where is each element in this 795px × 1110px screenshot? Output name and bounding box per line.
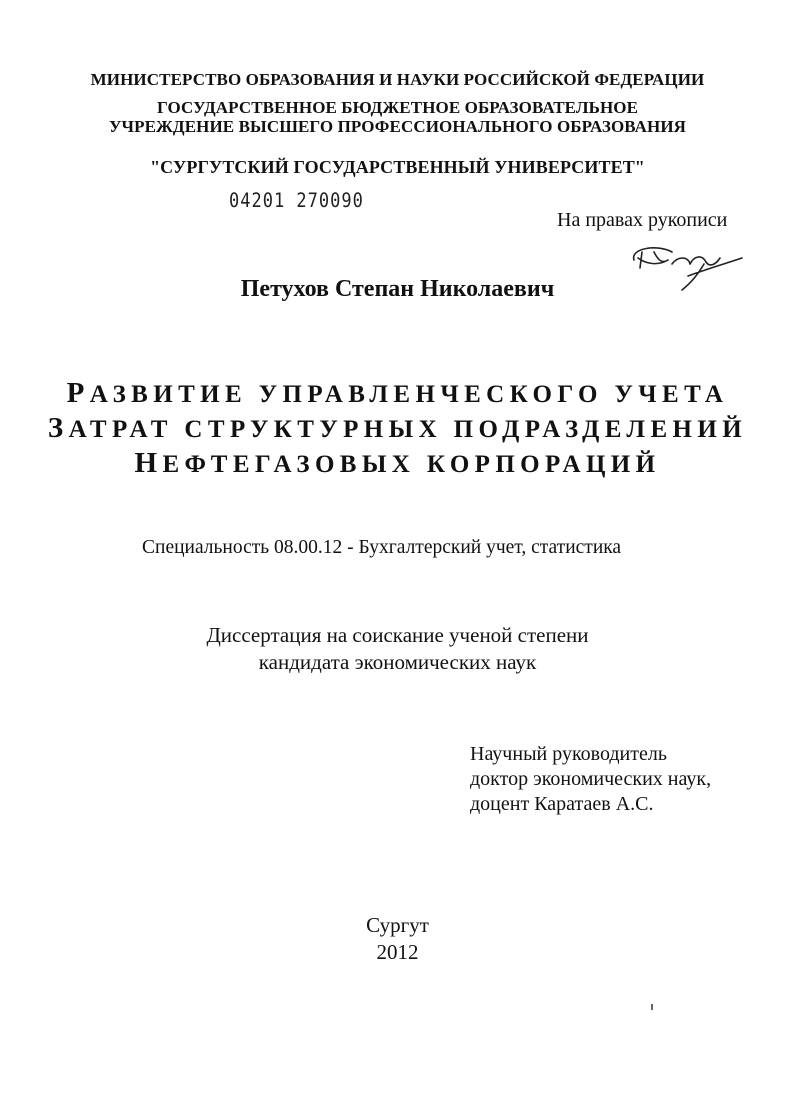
- footer: [0, 912, 795, 966]
- speciality: Специальность 08.00.12 - Бухгалтерский учет, статистика: [142, 537, 622, 558]
- scan-speck: [651, 1004, 653, 1010]
- year: 2012: [376, 940, 419, 964]
- institution-line-1: ГОСУДАРСТВЕННОЕ БЮДЖЕТНОЕ ОБРАЗОВАТЕЛЬНОЕ: [156, 98, 639, 117]
- dissertation-line-1: Диссертация на соискание ученой степени: [206, 623, 589, 647]
- dissertation-line-2: кандидата экономических наук: [258, 650, 537, 674]
- institution-line-2: УЧРЕЖДЕНИЕ ВЫСШЕГО ПРОФЕССИОНАЛЬНОГО ОБРАЗОВАНИЯ: [108, 117, 687, 136]
- ministry-heading: МИНИСТЕРСТВО ОБРАЗОВАНИЯ И НАУКИ РОССИЙСКОЙ ФЕДЕРАЦИИ: [90, 70, 705, 89]
- city: Сургут: [366, 913, 429, 937]
- university-name: "СУРГУТСКИЙ ГОСУДАРСТВЕННЫЙ УНИВЕРСИТЕТ": [150, 157, 645, 177]
- supervisor-block: [470, 742, 711, 817]
- library-stamp-number: 04201 270090: [229, 189, 364, 213]
- supervisor-line-2: доктор экономических наук,: [470, 768, 712, 790]
- title-line-2: ЗАТРАТ СТРУКТУРНЫХ ПОДРАЗДЕЛЕНИЙ: [47, 412, 748, 444]
- author-name: Петухов Степан Николаевич: [240, 276, 555, 302]
- title-line-1: РАЗВИТИЕ УПРАВЛЕНЧЕСКОГО УЧЕТА: [66, 377, 729, 409]
- manuscript-rights: На правах рукописи: [557, 209, 728, 231]
- supervisor-line-3: доцент Каратаев А.С.: [470, 793, 654, 815]
- dissertation-degree: [0, 622, 795, 676]
- title-line-3: НЕФТЕГАЗОВЫХ КОРПОРАЦИЙ: [134, 447, 661, 479]
- supervisor-line-1: Научный руководитель: [470, 743, 667, 765]
